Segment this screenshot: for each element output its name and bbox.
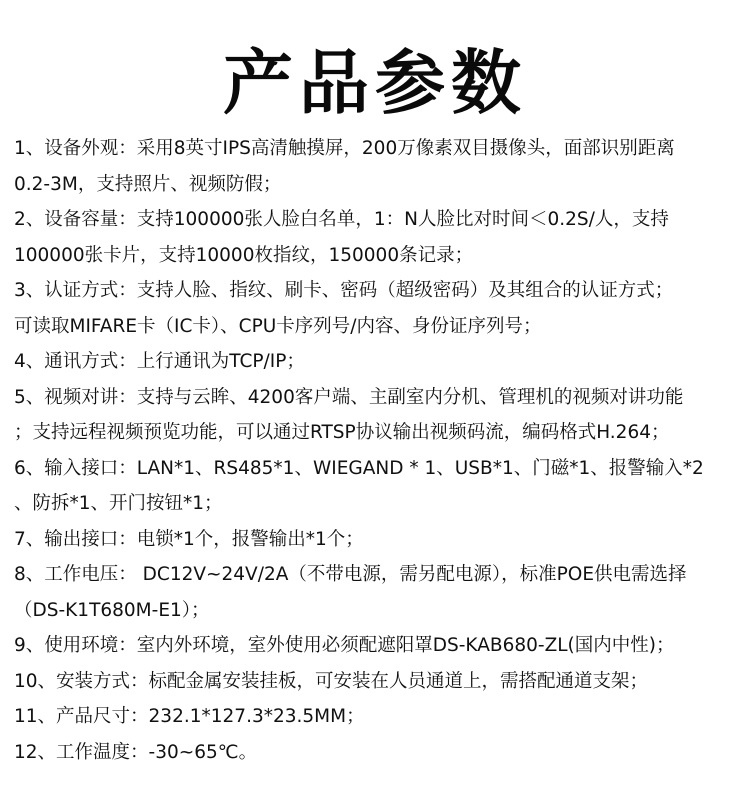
spec-line: ；支持远程视频预览功能，可以通过RTSP协议输出视频码流，编码格式H.264； [14, 422, 670, 443]
spec-line: 1、设备外观：采用8英寸IPS高清触摸屏，200万像素双目摄像头，面部识别距离 [14, 138, 675, 159]
spec-line: 11、产品尺寸：232.1*127.3*23.5MM； [14, 706, 365, 727]
spec-line: 5、视频对讲：支持与云眸、4200客户端、主副室内分机、管理机的视频对讲功能 [14, 386, 684, 408]
spec-line: 7、输出接口：电锁*1个，报警输出*1个； [14, 528, 364, 550]
spec-line: 9、使用环境：室内外环境，室外使用必须配遮阳罩DS-KAB680-ZL(国内中性)； [14, 635, 675, 656]
spec-line: 6、输入接口：LAN*1、RS485*1、WIEGAND * 1、USB*1、门磁*1、报警输入*2 [14, 457, 704, 479]
spec-line: 0.2-3M，支持照片、视频防假； [14, 173, 282, 195]
spec-line: （DS-K1T680M-E1）； [14, 599, 210, 621]
page-title: 产品参数 [223, 42, 527, 124]
spec-line: 3、认证方式：支持人脸、指纹、刷卡、密码（超级密码）及其组合的认证方式； [14, 280, 674, 301]
spec-line: 12、工作温度：-30~65℃。 [14, 741, 258, 763]
spec-line: 可读取MIFARE卡（IC卡）、CPU卡序列号/内容、身份证序列号； [14, 315, 542, 337]
spec-line: 2、设备容量：支持100000张人脸白名单，1：N人脸比对时间＜0.2S/人，支持 [14, 209, 669, 230]
spec-line: 100000张卡片，支持10000枚指纹，150000条记录； [14, 244, 474, 266]
spec-line: 、防拆*1、开门按钮*1； [14, 493, 223, 514]
spec-line: 8、工作电压： DC12V~24V/2A（不带电源，需另配电源），标准POE供电需选择 [14, 564, 687, 585]
spec-line: 4、通讯方式：上行通讯为TCP/IP； [14, 351, 305, 372]
spec-line: 10、安装方式：标配金属安装挂板，可安装在人员通道上，需搭配通道支架； [14, 670, 649, 692]
spec-list [14, 131, 744, 770]
